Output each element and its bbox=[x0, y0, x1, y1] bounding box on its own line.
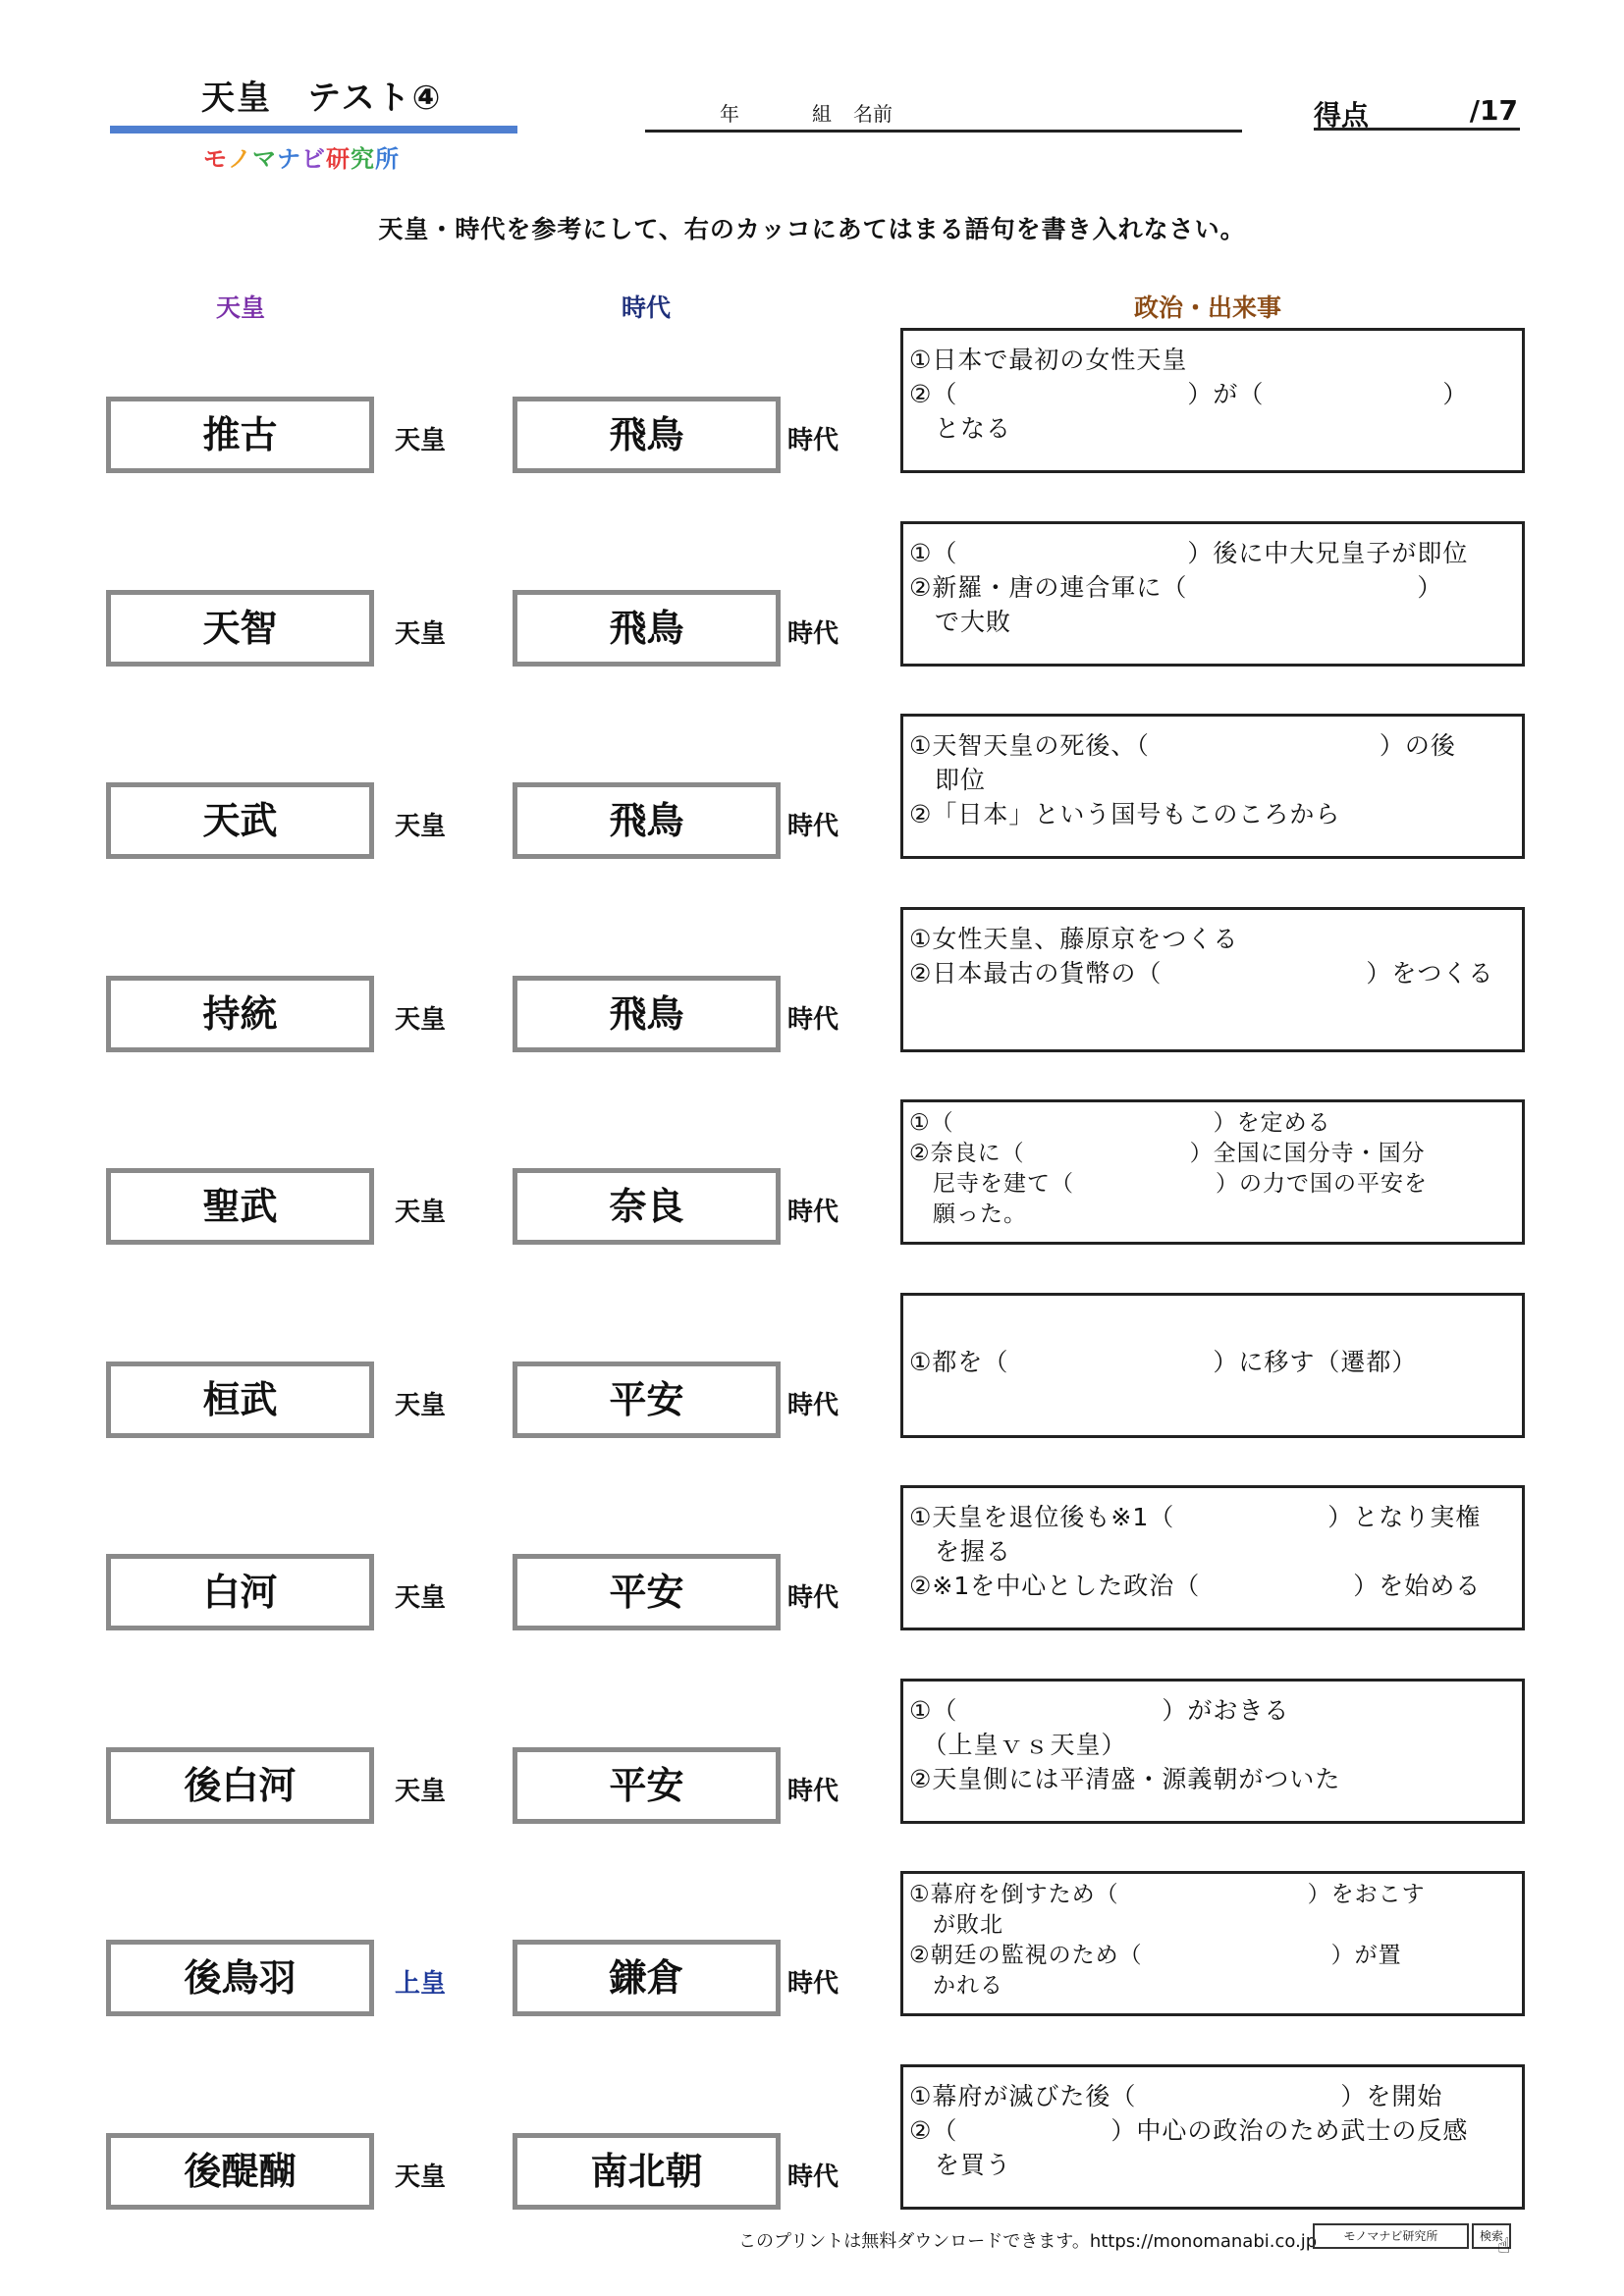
event-line: かれる bbox=[909, 1973, 1003, 1999]
hand-cursor-icon: ☝ bbox=[1497, 2234, 1511, 2259]
event-line: 即位 bbox=[909, 766, 987, 794]
emperor-title: 上皇 bbox=[395, 1969, 447, 1999]
event-line: ①（ ）を定める bbox=[909, 1110, 1331, 1136]
event-line: ②（ ）が（ ） bbox=[909, 380, 1469, 408]
emperor-name-box: 天智 bbox=[106, 590, 374, 667]
column-header-events: 政治・出来事 bbox=[1134, 294, 1282, 322]
emperor-title: 天皇 bbox=[395, 1583, 447, 1613]
emperor-name-box: 天武 bbox=[106, 782, 374, 859]
page-title: 天皇 テスト④ bbox=[201, 79, 443, 118]
era-suffix: 時代 bbox=[787, 1198, 839, 1227]
era-suffix: 時代 bbox=[787, 812, 839, 841]
era-suffix: 時代 bbox=[787, 619, 839, 649]
event-line: ②「日本」という国号もこのころから bbox=[909, 800, 1341, 828]
footer-note: このプリントは無料ダウンロードできます。https://monomanabi.co.jp bbox=[738, 2231, 1318, 2252]
event-line: ①天皇を退位後も※1（ ）となり実権 bbox=[909, 1503, 1482, 1531]
event-line: ②新羅・唐の連合軍に（ ） bbox=[909, 573, 1443, 602]
name-label: 名前 bbox=[853, 102, 893, 126]
era-name-box: 飛鳥 bbox=[513, 590, 781, 667]
event-line: ②※1を中心とした政治（ ）を始める bbox=[909, 1572, 1482, 1600]
emperor-title: 天皇 bbox=[395, 426, 447, 455]
events-box[interactable] bbox=[900, 521, 1525, 667]
event-line: ①女性天皇、藤原京をつくる bbox=[909, 925, 1239, 953]
era-suffix: 時代 bbox=[787, 1583, 839, 1613]
era-suffix: 時代 bbox=[787, 1391, 839, 1420]
instruction-text: 天皇・時代を参考にして、右のカッコにあてはまる語句を書き入れなさい。 bbox=[378, 215, 1246, 243]
emperor-name-box: 後鳥羽 bbox=[106, 1940, 374, 2016]
events-box[interactable] bbox=[900, 328, 1525, 473]
event-line: ①（ ）後に中大兄皇子が即位 bbox=[909, 539, 1469, 567]
event-line: ①幕府が滅びた後（ ）を開始 bbox=[909, 2082, 1443, 2110]
event-line: ②天皇側には平清盛・源義朝がついた bbox=[909, 1765, 1341, 1793]
event-line: ①天智天皇の死後、（ ）の後 bbox=[909, 731, 1456, 760]
event-line: ②奈良に（ ）全国に国分寺・国分 bbox=[909, 1141, 1426, 1166]
events-box[interactable] bbox=[900, 1485, 1525, 1630]
era-name-box: 鎌倉 bbox=[513, 1940, 781, 2016]
events-box[interactable] bbox=[900, 1293, 1525, 1438]
emperor-name-box: 桓武 bbox=[106, 1362, 374, 1438]
event-line: を買う bbox=[909, 2151, 1012, 2179]
event-line: を握る bbox=[909, 1537, 1012, 1566]
events-box[interactable] bbox=[900, 714, 1525, 859]
events-box[interactable] bbox=[900, 1679, 1525, 1824]
event-line: ①（ ）がおきる bbox=[909, 1696, 1290, 1725]
event-line: ①日本で最初の女性天皇 bbox=[909, 346, 1188, 374]
era-name-box: 飛鳥 bbox=[513, 976, 781, 1052]
quiz-row bbox=[0, 326, 1624, 473]
era-name-box: 平安 bbox=[513, 1362, 781, 1438]
emperor-title: 天皇 bbox=[395, 619, 447, 649]
era-name-box: 飛鳥 bbox=[513, 397, 781, 473]
quiz-row bbox=[0, 1097, 1624, 1245]
era-name-box: 南北朝 bbox=[513, 2133, 781, 2210]
quiz-row bbox=[0, 1291, 1624, 1438]
event-line: ②（ ）中心の政治のため武士の反感 bbox=[909, 2116, 1469, 2145]
event-line: ①都を（ ）に移す（遷都） bbox=[909, 1348, 1418, 1376]
year-label: 年 bbox=[720, 102, 739, 126]
events-box[interactable] bbox=[900, 1871, 1525, 2016]
emperor-name-box: 白河 bbox=[106, 1554, 374, 1630]
quiz-row bbox=[0, 712, 1624, 859]
emperor-name-box: 聖武 bbox=[106, 1168, 374, 1245]
emperor-title: 天皇 bbox=[395, 1198, 447, 1227]
era-suffix: 時代 bbox=[787, 1005, 839, 1035]
era-name-box: 奈良 bbox=[513, 1168, 781, 1245]
era-suffix: 時代 bbox=[787, 426, 839, 455]
event-line: ②日本最古の貨幣の（ ）をつくる bbox=[909, 959, 1494, 988]
era-suffix: 時代 bbox=[787, 1777, 839, 1806]
event-line: が敗北 bbox=[909, 1912, 1003, 1938]
quiz-row bbox=[0, 1483, 1624, 1630]
name-write-line[interactable] bbox=[645, 130, 1242, 133]
emperor-name-box: 推古 bbox=[106, 397, 374, 473]
event-line: 尼寺を建て（ ）の力で国の平安を bbox=[909, 1171, 1428, 1197]
emperor-title: 天皇 bbox=[395, 812, 447, 841]
era-name-box: 平安 bbox=[513, 1554, 781, 1630]
class-label: 組 bbox=[812, 102, 832, 126]
era-suffix: 時代 bbox=[787, 1969, 839, 1999]
score-label: 得点 bbox=[1314, 99, 1370, 132]
score-total: /17 bbox=[1469, 94, 1518, 127]
quiz-row bbox=[0, 1869, 1624, 2016]
emperor-name-box: 後白河 bbox=[106, 1747, 374, 1824]
site-logo: モノマナビ研究所 bbox=[203, 145, 400, 173]
events-box[interactable] bbox=[900, 2064, 1525, 2210]
emperor-title: 天皇 bbox=[395, 1777, 447, 1806]
footer-search-box: モノマナビ研究所 bbox=[1313, 2223, 1469, 2249]
emperor-title: 天皇 bbox=[395, 1391, 447, 1420]
events-box[interactable] bbox=[900, 1099, 1525, 1245]
emperor-title: 天皇 bbox=[395, 2163, 447, 2192]
title-underline bbox=[110, 126, 517, 133]
emperor-title: 天皇 bbox=[395, 1005, 447, 1035]
event-line: （上皇ｖｓ天皇） bbox=[909, 1731, 1127, 1759]
event-line: で大敗 bbox=[909, 608, 1012, 636]
quiz-row bbox=[0, 1677, 1624, 1824]
quiz-row bbox=[0, 905, 1624, 1052]
era-suffix: 時代 bbox=[787, 2163, 839, 2192]
emperor-name-box: 持統 bbox=[106, 976, 374, 1052]
footer-search-button: 検索 bbox=[1472, 2223, 1511, 2249]
column-header-era: 時代 bbox=[622, 294, 672, 322]
event-line: ①幕府を倒すため（ ）をおこす bbox=[909, 1882, 1426, 1907]
score-field[interactable] bbox=[1314, 94, 1520, 131]
era-name-box: 平安 bbox=[513, 1747, 781, 1824]
event-line: となる bbox=[909, 414, 1012, 443]
quiz-row bbox=[0, 519, 1624, 667]
events-box[interactable] bbox=[900, 907, 1525, 1052]
era-name-box: 飛鳥 bbox=[513, 782, 781, 859]
column-header-emperor: 天皇 bbox=[216, 294, 266, 322]
event-line: ②朝廷の監視のため（ ）が置 bbox=[909, 1943, 1402, 1968]
quiz-row bbox=[0, 2062, 1624, 2210]
emperor-name-box: 後醍醐 bbox=[106, 2133, 374, 2210]
event-line: 願った。 bbox=[909, 1201, 1027, 1227]
